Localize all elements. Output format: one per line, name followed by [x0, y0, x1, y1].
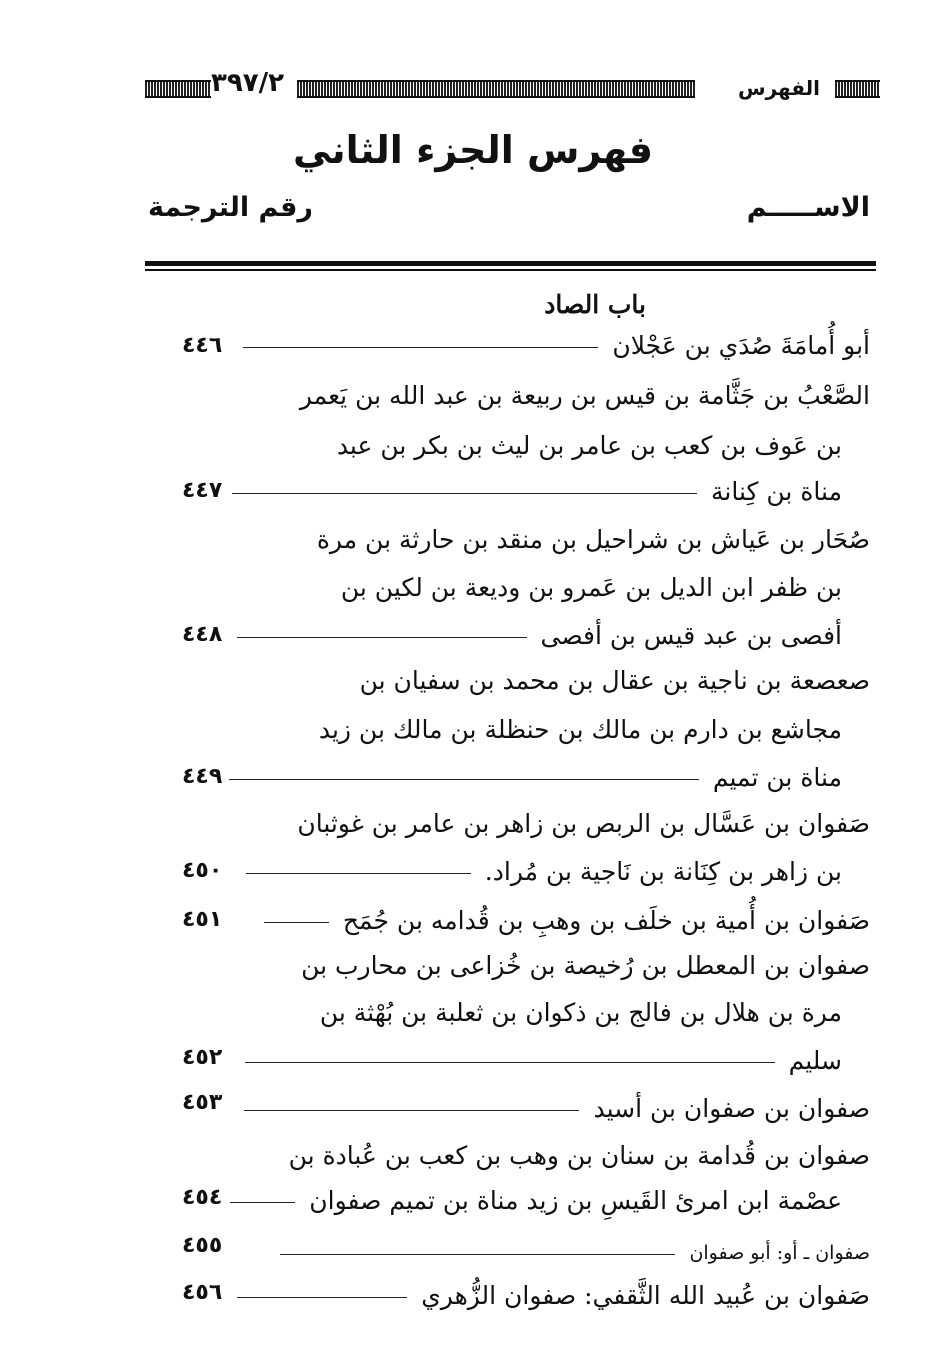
entry-number: ٤٤٦: [182, 333, 223, 358]
index-line: صفوان بن المعطل بن رُخيصة بن خُزاعى بن محارب بن: [301, 951, 870, 980]
index-line: صفوان بن قُدامة بن سنان بن وهب بن كعب بن عُبادة بن: [288, 1141, 870, 1170]
index-line: بن عَوف بن كعب بن عامر بن ليث بن بكر بن عبد: [336, 431, 842, 460]
index-line: صفوان ـ أو: أبو صفوان: [280, 1237, 870, 1269]
entry-number: ٤٤٧: [182, 478, 223, 503]
running-header-section: الفهرس: [737, 76, 820, 100]
index-line: بن زاهر بن كِنَانة بن نَاجية بن مُراد.: [246, 856, 842, 888]
entry-number: ٤٥٠: [182, 858, 223, 883]
leader-line: [237, 637, 527, 638]
leader-line: [229, 779, 699, 780]
entry-number: ٤٥٥: [182, 1233, 223, 1258]
index-line: مناة بن كِنانة: [232, 476, 842, 508]
index-line: صَفوان بن عُبيد الله الثَّقفي: صفوان الزُّهري: [237, 1280, 870, 1312]
section-heading: باب الصاد: [544, 290, 646, 319]
column-header-name: الاســـــم: [746, 192, 870, 223]
leader-line: [237, 1297, 407, 1298]
leader-line: [280, 1254, 675, 1255]
entry-number: ٤٥٣: [182, 1090, 223, 1115]
index-line: صَفوان بن أُمية بن خلَف بن وهبِ بن قُدامه بن جُمَح: [264, 905, 870, 937]
header-ornament-right: [835, 80, 880, 98]
index-line: مجاشع بن دارم بن مالك بن حنظلة بن مالك بن زيد: [318, 715, 842, 744]
entry-number: ٤٥٤: [182, 1185, 223, 1210]
header-ornament-middle: [297, 80, 695, 98]
leader-line: [245, 1062, 775, 1063]
index-line: أبو أُمامَةَ صُدَي بن عَجْلان: [243, 330, 870, 362]
running-header-page-number: ٣٩٧/٢: [211, 68, 284, 98]
index-line: صَفوان بن عَسَّال بن الربص بن زاهر بن عامر بن غوثبان: [297, 809, 870, 838]
header-rule-thick: [145, 261, 876, 266]
entry-number: ٤٥٦: [182, 1280, 223, 1305]
index-line: صُحَار بن عَياش بن شراحيل بن منقد بن حارثة بن مرة: [316, 525, 870, 554]
leader-line: [264, 922, 329, 923]
leader-line: [230, 1202, 295, 1203]
entry-number: ٤٤٨: [182, 622, 223, 647]
index-line: صفوان بن صفوان بن أسيد: [244, 1093, 870, 1125]
leader-line: [244, 1110, 579, 1111]
entry-number: ٤٥٢: [182, 1045, 223, 1070]
index-line: مرة بن هلال بن فالج بن ذكوان بن ثعلبة بن بُهْثة بن: [319, 998, 842, 1027]
leader-line: [232, 493, 697, 494]
index-line: بن ظفر ابن الديل بن عَمرو بن وديعة بن لكين بن: [340, 573, 842, 602]
index-line: سليم: [245, 1045, 842, 1077]
entry-number: ٤٤٩: [182, 764, 223, 789]
index-line: الصَّعْبُ بن جَثَّامة بن قيس بن ربيعة بن عبد الله بن يَعمر: [299, 381, 870, 410]
leader-line: [243, 347, 598, 348]
index-line: أفصى بن عبد قيس بن أفصى: [237, 620, 843, 652]
index-line: عصْمة ابن امرئ القَيسِ بن زيد مناة بن تميم صفوان: [230, 1185, 842, 1217]
index-line: مناة بن تميم: [229, 762, 842, 794]
leader-line: [246, 873, 471, 874]
index-line: صعصعة بن ناجية بن عقال بن محمد بن سفيان بن: [359, 666, 870, 695]
page-title: فهرس الجزء الثاني: [292, 128, 654, 172]
running-header: [145, 68, 880, 106]
header-rule-thin: [145, 269, 876, 271]
header-ornament-left: [145, 80, 211, 98]
column-header-number: رقم الترجمة: [148, 192, 313, 223]
entry-number: ٤٥١: [182, 907, 223, 932]
